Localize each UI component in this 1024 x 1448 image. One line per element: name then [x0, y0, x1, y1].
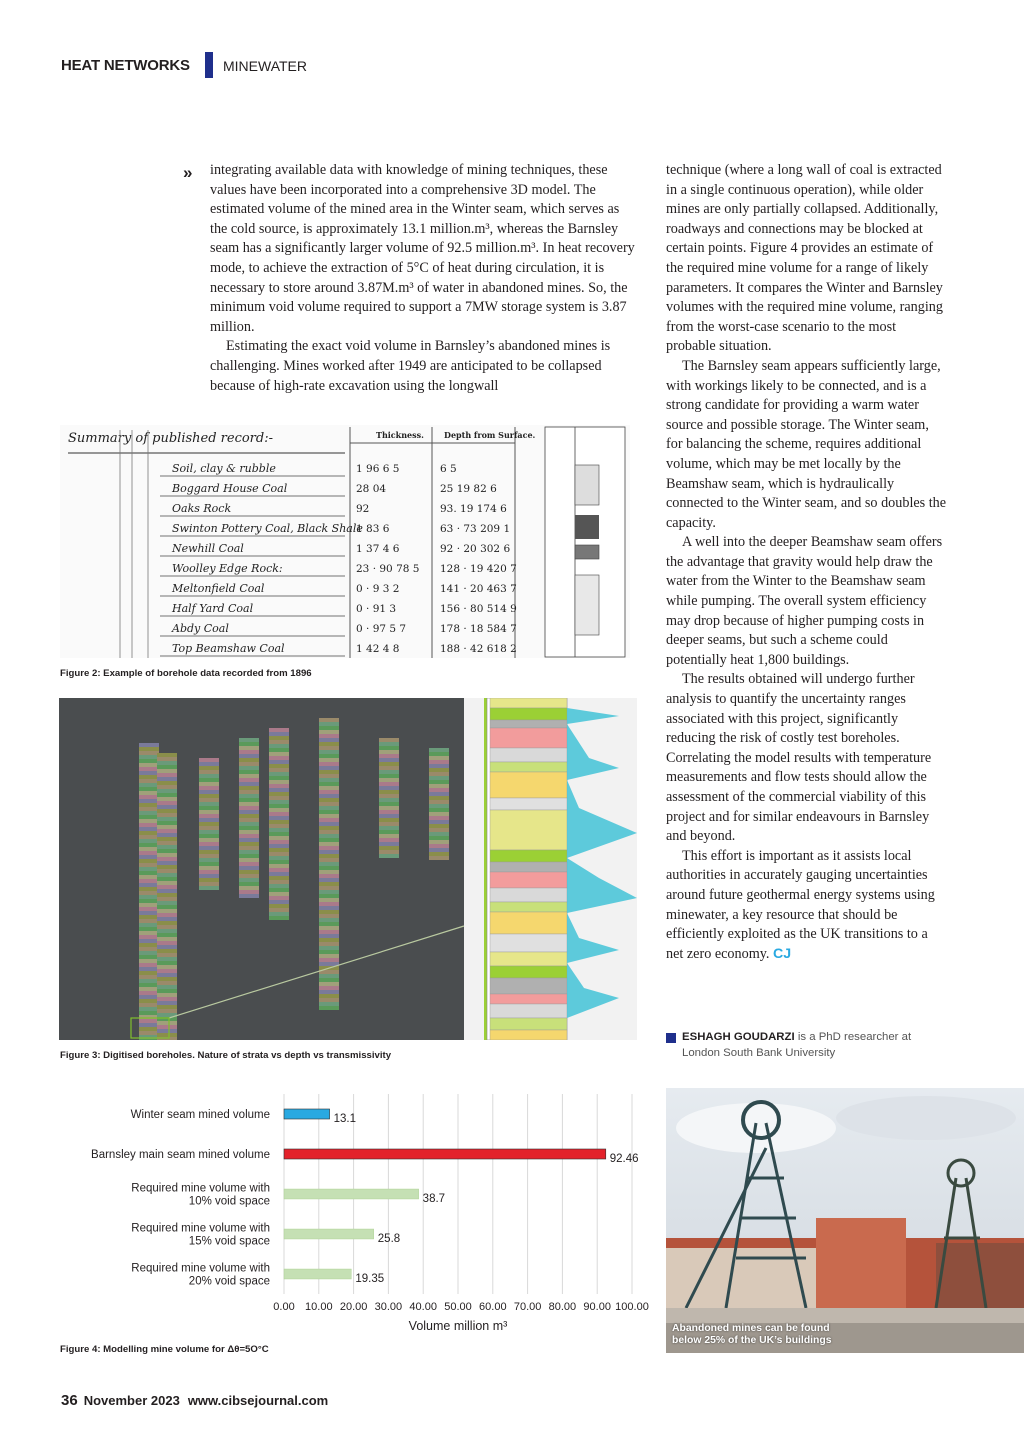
continuation-chevron-icon: »	[183, 163, 193, 182]
category-label: 20% void space	[188, 1275, 270, 1288]
photo-caption-line: Abandoned mines can be found	[672, 1323, 830, 1334]
bar	[284, 1149, 606, 1159]
record-row-thickness: 1 42 4 8	[356, 643, 400, 655]
record-row-depth: 156 · 80 514 9	[440, 603, 517, 615]
category-label: 15% void space	[188, 1235, 270, 1248]
record-row-thickness: 1 83 6	[356, 523, 390, 535]
author-description: is a PhD researcher at London South Bank University	[682, 1031, 912, 1059]
photo-caption-line: below 25% of the UK’s buildings	[672, 1335, 832, 1346]
borehole-record-image	[60, 425, 630, 658]
depth-header: Depth from Surface.	[444, 430, 536, 440]
record-row-name: Abdy Coal	[172, 622, 229, 635]
record-row-thickness: 1 37 4 6	[356, 543, 400, 555]
tick-label: 40.00	[409, 1301, 437, 1313]
figure-4-caption: Figure 4: Modelling mine volume for Δθ=5O°C	[60, 1344, 269, 1355]
paragraph: A well into the deeper Beamshaw seam offers the advantage that gravity would help draw the water from the Winter to the Beamshaw seam while pumping. The overall system efficiency may drop because of higher pumping costs in deeper seams, but such a scheme could potentially heat 1,800 buildings.	[666, 534, 943, 668]
author-bio	[682, 1030, 942, 1061]
mine-headframe-photo	[666, 1088, 1024, 1353]
record-row-thickness: 23 · 90 78 5	[356, 563, 420, 575]
tick-label: 60.00	[479, 1301, 507, 1313]
tick-label: 80.00	[548, 1301, 577, 1313]
tick-label: 20.00	[339, 1301, 368, 1313]
tick-label: 90.00	[583, 1301, 611, 1313]
digitised-boreholes-image	[59, 698, 637, 1040]
mine-volume-chart	[60, 1086, 650, 1341]
tick-label: 70.00	[513, 1301, 542, 1313]
record-row-depth: 188 · 42 618 2	[440, 643, 517, 655]
record-row-name: Woolley Edge Rock:	[172, 562, 283, 575]
end-mark: CJ	[773, 945, 792, 962]
paragraph: This effort is important as it assists local authorities in accurately gauging uncertainties around future geothermal energy systems using minewater, a key resource that should be efficiently exploited as the UK transitions to a net zero economy. CJ	[666, 847, 935, 962]
author-name: ESHAGH GOUDARZI	[682, 1031, 795, 1043]
record-row-thickness: 0 · 91 3	[356, 603, 397, 615]
record-row-thickness: 1 96 6 5	[356, 463, 400, 475]
header-divider	[205, 52, 213, 78]
figure-3-caption: Figure 3: Digitised boreholes. Nature of strata vs depth vs transmissivity	[60, 1050, 392, 1061]
record-row-name: Top Beamshaw Coal	[172, 642, 285, 655]
record-row-depth: 93. 19 174 6	[440, 503, 507, 515]
record-row-name: Oaks Rock	[172, 502, 232, 515]
category-label: Required mine volume with	[131, 1182, 270, 1195]
section-label: HEAT NETWORKS	[61, 57, 190, 74]
paragraph: Estimating the exact void volume in Barnsley’s abandoned mines is challenging. Mines worked after 1949 are anticipated to be collapsed because of high-rate excavation using the longwall	[210, 338, 611, 394]
record-row-name: Newhill Coal	[172, 542, 244, 555]
record-row-depth: 128 · 19 420 7	[440, 563, 517, 575]
tick-label: 10.00	[305, 1301, 333, 1313]
record-row-depth: 178 · 18 584 7	[440, 623, 517, 635]
record-row-depth: 6 5	[440, 463, 457, 475]
bar	[284, 1109, 330, 1119]
record-row-thickness: 0 · 97 5 7	[356, 623, 407, 635]
category-label: Barnsley main seam mined volume	[91, 1149, 270, 1161]
record-row-depth: 92 · 20 302 6	[440, 543, 511, 555]
paragraph: technique (where a long wall of coal is extracted in a single continuous operation), while older mines are only partially collapsed. Additionally, roadways and connections may be blocked at certain points. Figure 4 provides an estimate of the required mine volume for a range of likely parameters. It compares the Winter and Barnsley volumes with the required mine volume, ranging from the worst-case scenario to the most probable situation.	[666, 162, 943, 355]
record-row-depth: 141 · 20 463 7	[440, 583, 517, 595]
x-axis-label: Volume million m³	[408, 1319, 508, 1333]
bar	[284, 1189, 419, 1199]
article-column-1	[210, 161, 636, 396]
tick-label: 50.00	[444, 1301, 472, 1313]
issue-date: November 2023	[83, 1393, 180, 1408]
record-row-name: Soil, clay & rubble	[172, 462, 276, 475]
record-row-name: Meltonfield Coal	[172, 582, 265, 595]
paragraph: The results obtained will undergo further analysis to quantify the uncertainty ranges associated with this project, significantly reducing the risk of costly test boreholes. Correlating the model results with temperature measurements and flow tests should allow the assessment of the commercial viability of this project and for similar endeavours in Barnsley and beyond.	[666, 671, 932, 845]
page-number: 36	[61, 1392, 78, 1409]
record-row-name: Half Yard Coal	[172, 602, 254, 615]
website-link[interactable]: www.cibsejournal.com	[187, 1393, 329, 1408]
category-label: Required mine volume with	[131, 1222, 270, 1235]
record-row-name: Swinton Pottery Coal, Black Shale	[172, 522, 363, 535]
bar	[284, 1229, 374, 1239]
topic-label: MINEWATER	[223, 58, 307, 74]
page-footer	[61, 1392, 328, 1409]
category-label: 10% void space	[188, 1195, 270, 1208]
article-column-2	[666, 161, 948, 964]
record-row-depth: 63 · 73 209 1	[440, 523, 511, 535]
paragraph: integrating available data with knowledge of mining techniques, these values have been incorporated into a comprehensive 3D model. The estimated volume of the mined area in the Winter seam, which serves as the cold source, is approximately 13.1 million.m³, whereas the Barnsley seam has a significantly larger volume of 92.5 million.m³. In heat recovery mode, to achieve the extraction of 5°C of heat during circulation, it is necessary to store around 3.87M.m³ of water in abandoned mines. So, the minimum void volume required to support a 7MW storage system is 3.87 million.	[210, 162, 635, 335]
tick-label: 30.00	[374, 1301, 403, 1313]
thickness-header: Thickness.	[376, 430, 424, 440]
record-row-thickness: 92	[356, 503, 370, 515]
record-row-depth: 25 19 82 6	[440, 483, 497, 495]
tick-label: 0.00	[273, 1301, 295, 1313]
paragraph: The Barnsley seam appears sufficiently large, with workings likely to be connected, and is a strong candidate for providing a warm water source and possible storage. The Winter seam, for balancing the scheme, requires additional volume, which may be met locally by the Beamshaw seam, which is hydraulically connected to the Winter seam, and so doubles the capacity.	[666, 357, 947, 531]
category-label: Winter seam mined volume	[130, 1109, 270, 1121]
bar	[284, 1269, 351, 1279]
record-row-thickness: 28 04	[356, 483, 387, 495]
figure-2-caption: Figure 2: Example of borehole data recorded from 1896	[60, 668, 312, 679]
data-label: 13.1	[333, 1113, 356, 1125]
data-label: 19.35	[355, 1273, 385, 1285]
record-title: Summary of published record:-	[68, 431, 273, 446]
record-row-name: Boggard House Coal	[172, 482, 288, 495]
tick-label: 100.00	[615, 1301, 649, 1313]
data-label: 92.46	[609, 1153, 639, 1165]
photo-caption	[672, 1323, 832, 1347]
author-marker	[666, 1033, 676, 1043]
data-label: 25.8	[377, 1233, 401, 1245]
record-row-thickness: 0 · 9 3 2	[356, 583, 400, 595]
category-label: Required mine volume with	[131, 1262, 270, 1275]
data-label: 38.7	[422, 1193, 446, 1205]
